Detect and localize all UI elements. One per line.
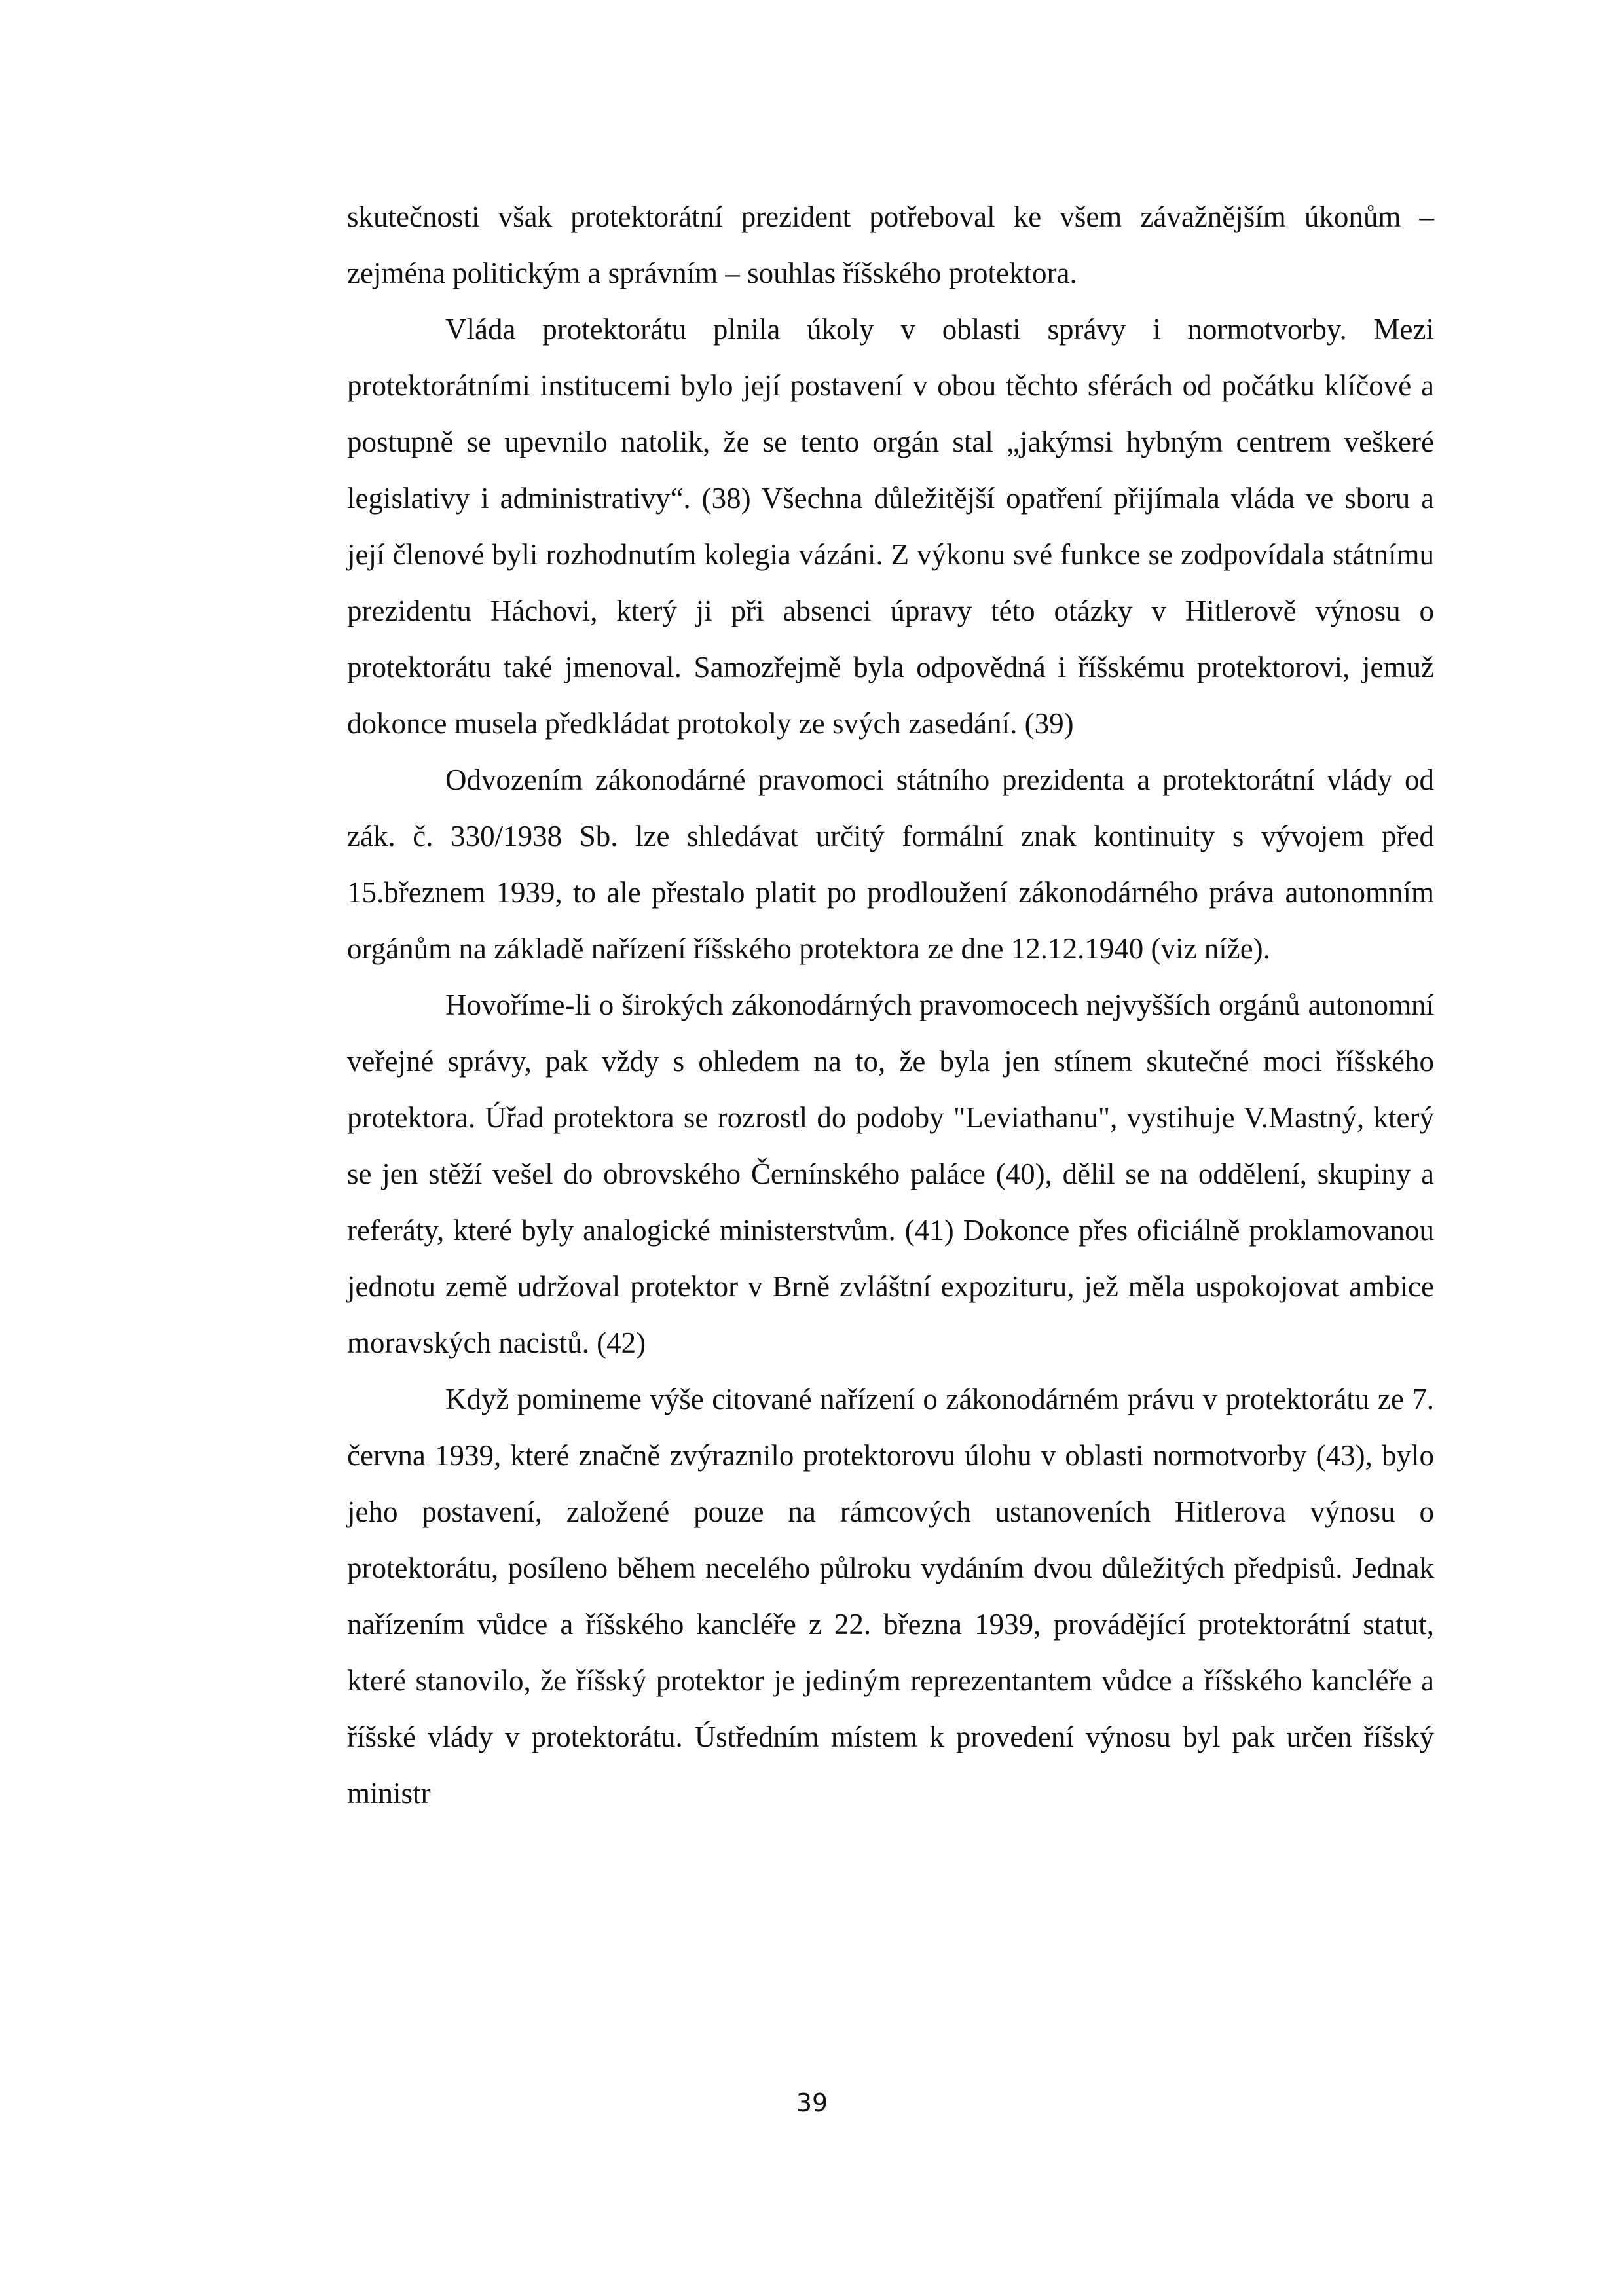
paragraph-continuation: skutečnosti však protektorátní prezident potřeboval ke všem závažnějším úkonům – zejména politickým a správním – souhlas říšského protektora.	[347, 200, 1434, 289]
paragraph-government: Vláda protektorátu plnila úkoly v oblasti správy i normotvorby. Mezi protektorátními institucemi bylo její postavení v obou těchto sférách od počátku klíčové a postupně se upevnilo natolik, že se tento orgán stal „jakýmsi hybným centrem veškeré legislativy i administrativy“. (38) Všechna důležitější opatření přijímala vláda ve sboru a její členové byli rozhodnutím kolegia vázáni. Z výkonu své funkce se zodpovídala státnímu prezidentu Háchovi, který ji při absenci úpravy této otázky v Hitlerově výnosu o protektorátu také jmenoval. Samozřejmě byla odpovědná i říšskému protektorovi, jemuž dokonce musela předkládat protokoly ze svých zasedání. (39)	[347, 313, 1434, 740]
paragraph-protector-office: Hovoříme-li o širokých zákonodárných pravomocech nejvyšších orgánů autonomní veřejné správy, pak vždy s ohledem na to, že byla jen stínem skutečné moci říšského protektora. Úřad protektora se rozrostl do podoby "Leviathanu", vystihuje V.Mastný, který se jen stěží vešel do obrovského Černínského paláce (40), dělil se na oddělení, skupiny a referáty, které byly analogické ministerstvům. (41) Dokonce přes oficiálně proklamovanou jednotu země udržoval protektor v Brně zvláštní expozituru, jež měla uspokojovat ambice moravských nacistů. (42)	[347, 989, 1434, 1359]
page-number: 39	[796, 2088, 828, 2117]
paragraph-legislative-continuity: Odvozením zákonodárné pravomoci státního prezidenta a protektorátní vlády od zák. č. 330/1938 Sb. lze shledávat určitý formální znak kontinuity s vývojem před 15.březnem 1939, to ale přestalo platit po prodloužení zákonodárného práva autonomním orgánům na základě nařízení říšského protektora ze dne 12.12.1940 (viz níže).	[347, 763, 1434, 965]
paragraph-protector-position: Když pomineme výše citované nařízení o zákonodárném právu v protektorátu ze 7. června 1939, které značně zvýraznilo protektorovu úlohu v oblasti normotvorby (43), bylo jeho postavení, založené pouze na rámcových ustanoveních Hitlerova výnosu o protektorátu, posíleno během necelého půlroku vydáním dvou důležitých předpisů. Jednak nařízením vůdce a říšského kancléře z 22. března 1939, provádějící protektorátní statut, které stanovilo, že říšský protektor je jediným reprezentantem vůdce a říšského kancléře a říšské vlády v protektorátu. Ústředním místem k provedení výnosu byl pak určen říšský ministr	[347, 1383, 1434, 1810]
body-text	[347, 189, 1434, 1821]
